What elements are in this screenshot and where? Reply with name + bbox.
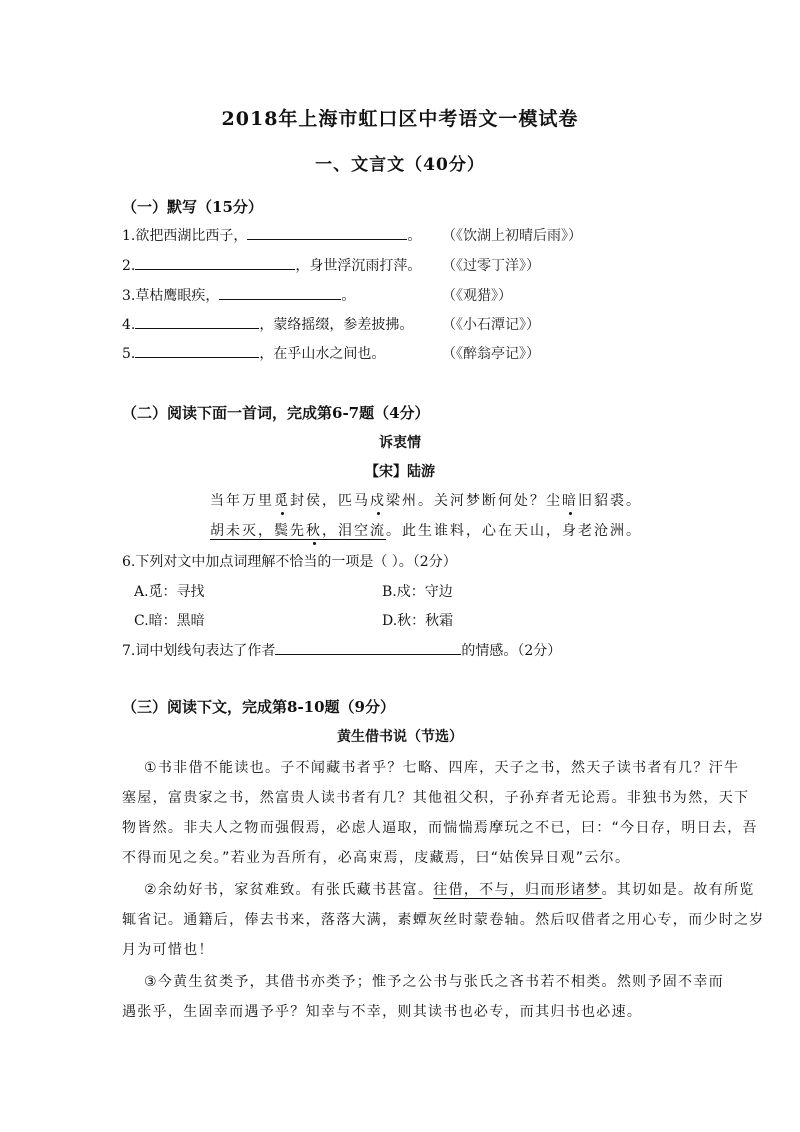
question-7 xyxy=(122,640,561,660)
poem-text: 。此生谁料，心在天山，身老沧洲。 xyxy=(386,523,642,539)
poem-text: 封侯，匹马 xyxy=(290,493,370,509)
section-3-heading: （三）阅读下文，完成第8-10题（9分） xyxy=(122,698,395,716)
dotted-word-shu: 戍 xyxy=(370,493,386,509)
answer-blank-3[interactable] xyxy=(219,285,341,300)
paragraph-2-line: 辄省记。通籍后，俸去书来，落落大满，素蟫灰丝时蒙卷轴。然后叹借者之用心专，而少时之岁 xyxy=(122,912,765,928)
answer-blank-5[interactable] xyxy=(135,343,259,358)
underlined-phrase xyxy=(210,523,386,539)
paragraph-3-line: ③今黄生贫类予，其借书亦类予；惟予之公书与张氏之吝书若不相类。然则予固不幸而 xyxy=(144,974,724,990)
underlined-sentence: 往借，不与，归而形诸梦 xyxy=(433,882,602,898)
question-3-text: 3.草枯鹰眼疾， xyxy=(122,288,220,304)
question-5-end: ，在乎山水之间也。 xyxy=(259,346,386,362)
question-1 xyxy=(122,225,421,245)
question-7-text: 7.词中划线句表达了作者 xyxy=(122,643,276,659)
source-5: （《醉翁亭记》） xyxy=(442,346,540,362)
dotted-word-mi: 觅 xyxy=(274,493,290,509)
prose-text: 。其切如是。故有所览 xyxy=(601,882,755,898)
question-2-text: 2. xyxy=(122,258,136,274)
paragraph-1-line: 塞屋，富贵家之书，然富贵人读书者有几？其他祖父积，子孙弃者无论焉。非独书为然，天下 xyxy=(122,790,750,806)
question-6: 6.下列对文中加点词理解不恰当的一项是（ ）。（2分） xyxy=(122,554,457,570)
poem-text: 胡未灭，鬓先 xyxy=(210,523,306,539)
poem-line-2 xyxy=(210,520,642,540)
answer-blank-7[interactable] xyxy=(275,640,461,655)
poem-text: 梁州。关河梦断何处？尘 xyxy=(386,493,562,509)
dotted-word-qiu: 秋 xyxy=(306,523,322,539)
question-4 xyxy=(122,314,413,334)
question-2-end: ，身世浮沉雨打萍。 xyxy=(295,258,422,274)
option-d[interactable]: D.秋：秋霜 xyxy=(382,613,454,629)
option-b[interactable]: B.戍：守边 xyxy=(382,584,453,600)
question-4-text: 4. xyxy=(122,317,136,333)
question-3 xyxy=(122,285,355,305)
question-1-text: 1.欲把西湖比西子， xyxy=(122,228,248,244)
paragraph-1-line: 不得而见之矣。”若业为吾所有，必高束焉，庋藏焉，曰“姑俟异日观”云尔。 xyxy=(122,850,631,866)
question-1-end: 。 xyxy=(407,228,422,244)
option-c[interactable]: C.暗：黑暗 xyxy=(134,613,205,629)
option-a[interactable]: A.觅：寻找 xyxy=(134,584,205,600)
poem-text: 当年万里 xyxy=(210,493,274,509)
text-title: 黄生借书说（节选） xyxy=(337,729,463,745)
source-4: （《小石潭记》） xyxy=(442,317,540,333)
question-5-text: 5. xyxy=(122,346,136,362)
part-heading: 一、文言文（40分） xyxy=(315,155,485,175)
answer-blank-2[interactable] xyxy=(135,255,295,270)
paragraph-2-line: 月为可惜也！ xyxy=(122,942,214,958)
prose-text: ②余幼好书，家贫难致。有张氏藏书甚富。 xyxy=(144,882,434,898)
paragraph-3-line: 遇张乎，生固幸而遇予乎？知幸与不幸，则其读书也必专，而其归书也必速。 xyxy=(122,1004,643,1020)
source-2: （《过零丁洋》） xyxy=(442,258,540,274)
question-4-end: ，蒙络摇缀，参差披拂。 xyxy=(259,317,414,333)
poem-author: 【宋】陆游 xyxy=(365,464,435,480)
poem-text: 旧貂裘。 xyxy=(578,493,642,509)
poem-text: ，泪空流 xyxy=(322,523,386,539)
paragraph-1-line: 物皆然。非夫人之物而强假焉，必虑人逼取，而惴惴焉摩玩之不已，曰：“今日存，明日去，吾 xyxy=(122,820,758,836)
dotted-word-an: 暗 xyxy=(562,493,578,509)
page-title: 2018年上海市虹口区中考语文一模试卷 xyxy=(221,108,579,130)
poem-title: 诉衷情 xyxy=(379,435,421,451)
section-2-heading: （二）阅读下面一首词，完成第6-7题（4分） xyxy=(122,404,430,422)
question-3-end: 。 xyxy=(341,288,356,304)
section-1-heading: （一）默写（15分） xyxy=(122,198,263,216)
question-2 xyxy=(122,255,421,275)
question-5 xyxy=(122,343,385,363)
answer-blank-4[interactable] xyxy=(135,314,259,329)
question-7-end: 的情感。（2分） xyxy=(461,643,562,659)
paragraph-2-line xyxy=(144,879,755,899)
source-1: （《饮湖上初晴后雨》） xyxy=(442,228,582,244)
paragraph-1-line: ①书非借不能读也。子不闻藏书者乎？七略、四库，天子之书，然天子读书者有几？汗牛 xyxy=(144,760,740,776)
source-3: （《观猎》） xyxy=(442,288,512,304)
poem-line-1 xyxy=(210,490,642,510)
answer-blank-1[interactable] xyxy=(247,225,407,240)
